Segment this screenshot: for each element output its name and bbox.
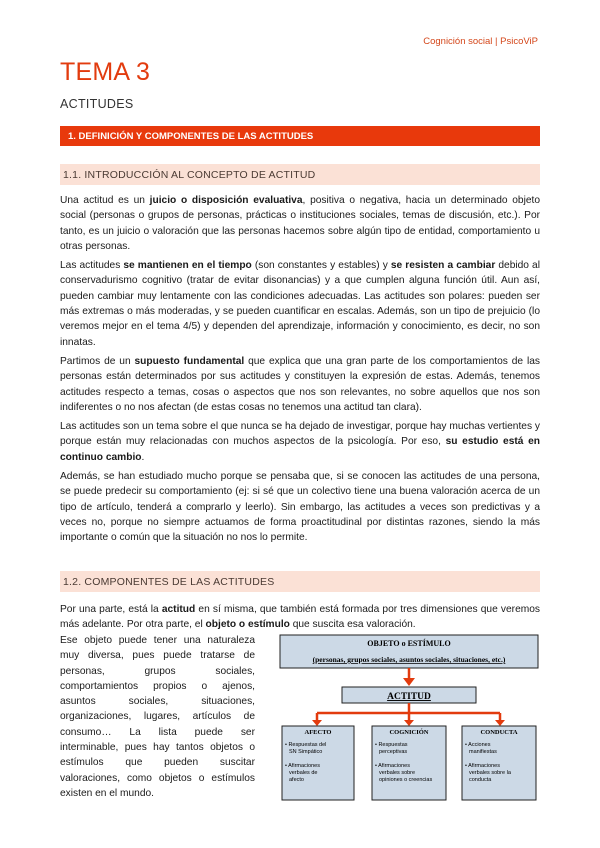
afecto-item-2c: afecto — [289, 777, 304, 783]
object-examples: (personas, grupos sociales, asuntos sociales, situaciones, etc.) — [312, 655, 506, 664]
paragraph-4: Las actitudes son un tema sobre el que nunca se ha dejado de investigar, porque hay muchas vertientes y porque están muy relacionadas con muchos aspectos de la psicología. Por eso, su estudio está en continuo cambio. — [60, 421, 540, 463]
conducta-item-1b: manifiestas — [469, 749, 497, 755]
arrow-head-conducta — [495, 720, 505, 726]
components-text — [60, 602, 540, 637]
conducta-item-2b: verbales sobre la — [469, 770, 511, 776]
subsection-heading-1-1 — [60, 164, 540, 185]
paragraph-3: Partimos de un supuesto fundamental que explica que una gran parte de los comportamientos de las personas están determinados por sus actitudes y constituyen la expresión de estas. Además, tenemos actitudes respecto a temas, cosas o aspectos que nos son relevantes, no sobre aquellos que nos son indiferentes o no nos afectan (de estas cosas no tenemos una actitud tan clara). — [60, 355, 540, 413]
paragraph-7: Ese objeto puede tener una naturaleza muy diversa, pues puede tratarse de personas, grupos sociales, comportamientos propios o ajenos, asuntos sociales, situaciones, organizaciones, lugares, artículos de consumo… La lista puede ser interminable, pues hay tantos objetos o estímulos que pueden suscitar valoraciones, como objetos o estímulos existen en el mundo. — [60, 635, 255, 799]
attitude-components-diagram — [278, 633, 540, 803]
conducta-item-2c: conducta — [469, 777, 492, 783]
intro-text — [60, 193, 540, 550]
arrow-head-1 — [403, 678, 415, 686]
subsection-heading-1-2-label: 1.2. COMPONENTES DE LAS ACTITUDES — [63, 575, 275, 588]
conducta-item-2a: • Afirmaciones — [465, 763, 500, 769]
subsection-heading-1-1-label: 1.1. INTRODUCCIÓN AL CONCEPTO DE ACTITUD — [63, 168, 316, 181]
course-header: Cognición social | PsicoViP — [423, 36, 538, 47]
afecto-item-2b: verbales de — [289, 770, 318, 776]
page-subtitle: ACTITUDES — [60, 97, 134, 111]
page-title: TEMA 3 — [60, 58, 151, 86]
afecto-item-1a: • Respuestas del — [285, 742, 327, 748]
subsection-heading-1-2 — [60, 571, 540, 592]
cognicion-item-1a: • Respuestas — [375, 742, 408, 748]
paragraph-6: Por una parte, está la actitud en sí misma, que también está formada por tres dimensiones que veremos más adelante. Por otra parte, el objeto o estímulo que suscita esa valoración. — [60, 604, 540, 631]
cognicion-item-2b: verbales sobre — [379, 770, 416, 776]
cognicion-item-1b: perceptivas — [379, 749, 408, 755]
cognicion-title: COGNICIÓN — [389, 729, 429, 736]
afecto-item-1b: SN Simpático — [289, 749, 323, 755]
attitude-label: ACTITUD — [387, 692, 431, 702]
object-title: OBJETO o ESTÍMULO — [367, 639, 451, 648]
arrow-head-cognicion — [404, 720, 414, 726]
paragraph-1: Una actitud es un juicio o disposición evaluativa, positiva o negativa, hacia un determinado objeto social (personas o grupos de personas, prácticas o instituciones sociales, temas de discusión, etc.). Por tanto, es un juicio o valoración que las personas hacemos sobre algún tipo de entidad, comportamiento u otras personas. — [60, 195, 541, 252]
paragraph-5: Además, se han estudiado mucho porque se pensaba que, si se conocen las actitudes de una persona, se puede predecir su comportamiento (ej: si sé que un colectivo tiene una buena valoración acerca de un tipo de artículo, tenderá a comprarlo y leerlo). Sin embargo, las actitudes a veces son predictivas y a veces no, porque no siempre actuamos de forma proactitudinal por distintas razones, siendo la más importante o común que la situación no nos lo permite. — [60, 471, 540, 544]
afecto-title: AFECTO — [304, 729, 332, 736]
section-heading-1 — [60, 126, 540, 146]
conducta-title: CONDUCTA — [480, 729, 518, 736]
arrow-head-afecto — [312, 720, 322, 726]
paragraph-2: Las actitudes se mantienen en el tiempo (son constantes y estables) y se resisten a cambiar debido al conservadurismo cognitivo (tratar de evitar disonancias) y a que cumplen alguna función útil. Aun así, pueden cambiar muy lentamente con las condiciones adecuadas. Las actitudes son polares: pueden ser más extremas o más moderadas, y se pueden cuantificar en escalas. Además, son un tipo de prejuicio (lo veremos mejor en el tema 4/5) y dependen del aprendizaje, información y conocimiento, es decir, no son innatas. — [60, 260, 540, 348]
cognicion-item-2a: • Afirmaciones — [375, 763, 410, 769]
afecto-item-2a: • Afirmaciones — [285, 763, 320, 769]
cognicion-item-2c: opiniones o creencias — [379, 777, 433, 783]
section-heading-1-label: 1. DEFINICIÓN Y COMPONENTES DE LAS ACTITUDES — [68, 130, 314, 142]
conducta-item-1a: • Acciones — [465, 742, 491, 748]
